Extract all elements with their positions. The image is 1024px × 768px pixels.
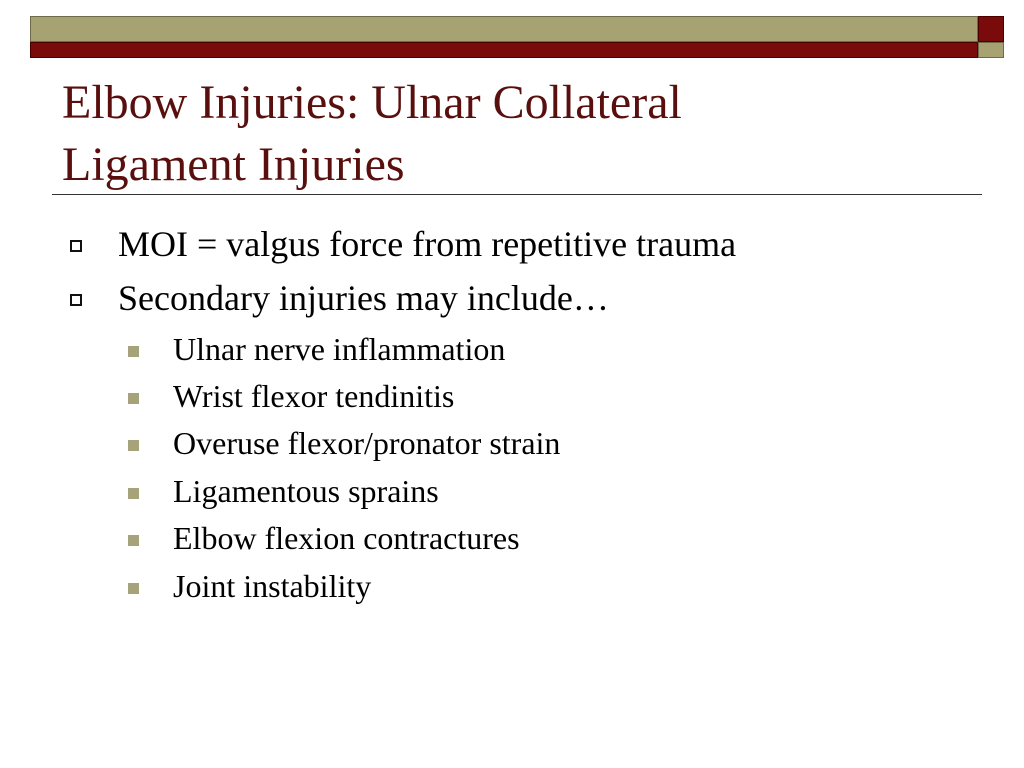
filled-square-icon bbox=[128, 346, 139, 357]
bullet-item bbox=[70, 221, 736, 267]
bullet-item bbox=[70, 275, 609, 321]
sub-bullet-item bbox=[128, 566, 371, 606]
sub-bullet-item bbox=[128, 423, 560, 463]
sub-bullet-item bbox=[128, 329, 505, 369]
sub-bullet-text: Wrist flexor tendinitis bbox=[173, 377, 455, 414]
bullet-text: Secondary injuries may include… bbox=[118, 278, 609, 318]
sub-bullet-text: Overuse flexor/pronator strain bbox=[173, 424, 561, 461]
filled-square-icon bbox=[128, 440, 139, 451]
sub-bullet-text: Ligamentous sprains bbox=[173, 472, 439, 509]
hollow-square-icon bbox=[70, 240, 82, 252]
sub-bullet-text: Joint instability bbox=[173, 567, 372, 604]
hollow-square-icon bbox=[70, 294, 82, 306]
filled-square-icon bbox=[128, 393, 139, 404]
sub-bullet-item bbox=[128, 471, 439, 511]
sub-bullet-text: Ulnar nerve inflammation bbox=[173, 330, 506, 367]
title-line-1: Elbow Injuries: Ulnar Collateral bbox=[62, 76, 682, 129]
filled-square-icon bbox=[128, 488, 139, 499]
sub-bullet-text: Elbow flexion contractures bbox=[173, 519, 520, 556]
bullet-text: MOI = valgus force from repetitive trauma bbox=[118, 224, 737, 264]
filled-square-icon bbox=[128, 535, 139, 546]
sub-bullet-item bbox=[128, 518, 520, 558]
title-line-2: Ligament Injuries bbox=[62, 138, 405, 191]
sub-bullet-item bbox=[128, 376, 454, 416]
filled-square-icon bbox=[128, 583, 139, 594]
